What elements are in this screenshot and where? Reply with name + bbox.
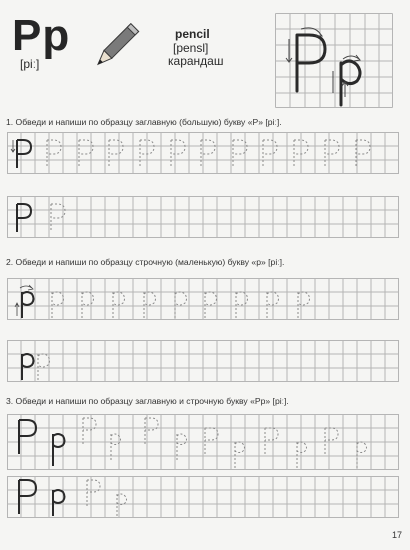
task-2-grid-row-2 — [7, 340, 399, 382]
pp-sample — [19, 480, 65, 516]
pp-tracing-guides — [83, 418, 367, 468]
task-3-instruction: 3. Обведи и напиши по образцу заглавную и строчную букву «Pp» [piː]. — [6, 396, 289, 406]
page-number: 17 — [392, 530, 403, 540]
word-transcription: [pensl] — [173, 41, 209, 55]
word-english: pencil — [175, 27, 210, 41]
letter-transcription: [piː] — [20, 57, 40, 71]
task-3-grid-row-2 — [7, 476, 399, 518]
sample-grid — [275, 13, 393, 108]
capital-p-sample — [17, 204, 31, 232]
capital-p-tracing-guides — [47, 140, 370, 168]
task-1-instruction: 1. Обведи и напиши по образцу заглавную (большую) букву «P» [piː]. — [6, 117, 282, 127]
small-p-sample — [22, 354, 34, 380]
small-p-tracing-guide — [38, 354, 50, 380]
letter-heading: Pp — [12, 11, 71, 60]
small-p-sample — [22, 292, 34, 318]
task-1-grid-row-2 — [7, 196, 399, 238]
word-russian: карандаш — [168, 54, 224, 68]
sample-capital-p — [297, 35, 325, 91]
capital-p-sample — [17, 140, 31, 168]
pp-tracing-guide — [87, 480, 127, 516]
task-3-grid-row-1 — [7, 414, 399, 470]
pencil-icon — [92, 22, 140, 72]
task-2-instruction: 2. Обведи и напиши по образцу строчную (маленькую) букву «p» [piː]. — [6, 257, 285, 267]
pp-sample — [19, 420, 65, 466]
task-2-grid-row-1 — [7, 278, 399, 320]
task-1-grid-row-1 — [7, 132, 399, 174]
